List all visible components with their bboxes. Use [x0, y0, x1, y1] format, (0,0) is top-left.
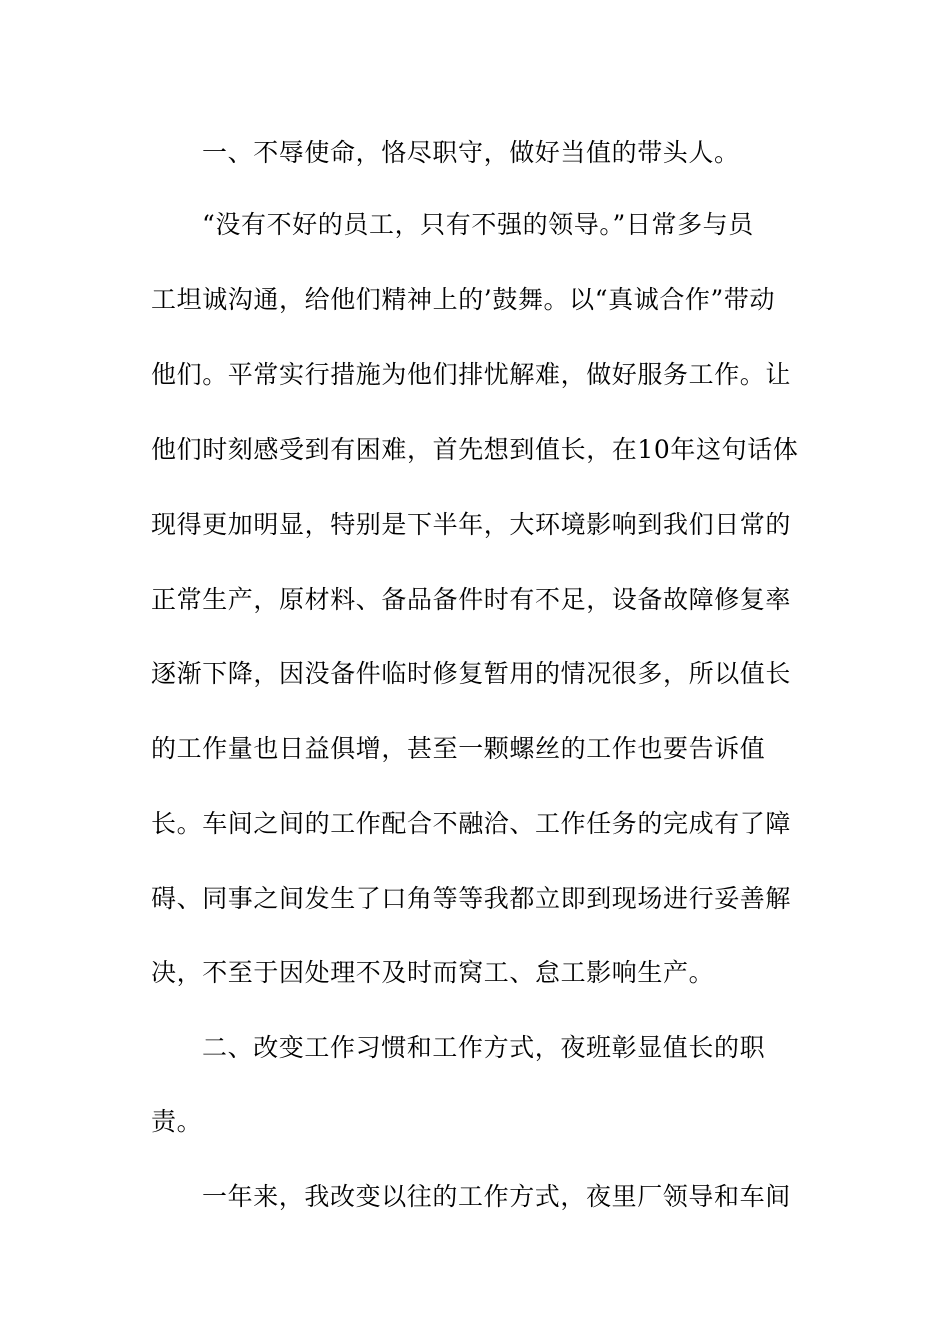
paragraph-line: 他们时刻感受到有困难，首先想到值长，在10年这句话体: [151, 435, 799, 464]
section-heading-2-continued: 责。: [151, 1107, 203, 1136]
paragraph-line: 逐渐下降，因没备件临时修复暂用的情况很多，所以值长: [151, 659, 792, 688]
paragraph-line: 正常生产，原材料、备品备件时有不足，设备故障修复率: [151, 585, 792, 614]
section-heading-1: 一、不辱使命，恪尽职守，做好当值的带头人。: [202, 138, 740, 167]
paragraph-line: 工坦诚沟通，给他们精神上的’鼓舞。以“真诚合作”带动: [151, 285, 776, 314]
section-heading-2: 二、改变工作习惯和工作方式，夜班彰显值长的职: [202, 1033, 766, 1062]
paragraph-line: 决，不至于因处理不及时而窝工、怠工影响生产。: [151, 958, 715, 987]
paragraph-line: 他们。平常实行措施为他们排忧解难，做好服务工作。让: [151, 360, 792, 389]
paragraph-line: 碍、同事之间发生了口角等等我都立即到现场进行妥善解: [151, 884, 792, 913]
paragraph-line: 现得更加明显，特别是下半年，大环境影响到我们日常的: [151, 510, 792, 539]
paragraph-line: 一年来，我改变以往的工作方式，夜里厂领导和车间: [202, 1182, 791, 1211]
paragraph-line: “没有不好的员工，只有不强的领导。”日常多与员: [202, 210, 754, 239]
paragraph-line: 的工作量也日益俱增，甚至一颗螺丝的工作也要告诉值: [151, 734, 766, 763]
paragraph-line: 长。车间之间的工作配合不融洽、工作任务的完成有了障: [151, 809, 792, 838]
